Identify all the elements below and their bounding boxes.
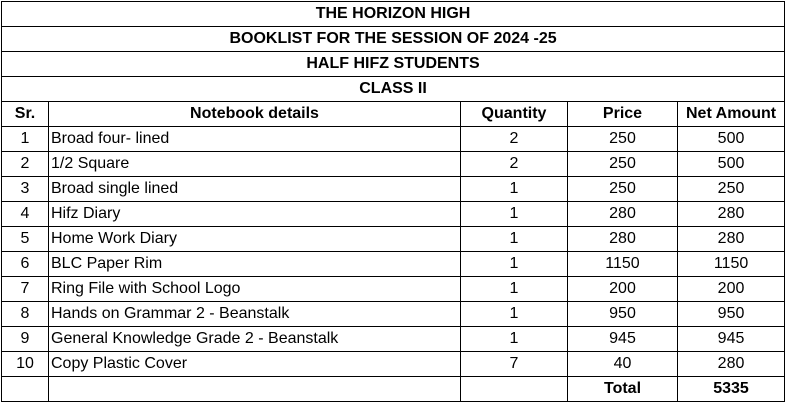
total-value: 5335 <box>678 377 785 402</box>
column-header-row <box>2 102 785 127</box>
cell-quantity: 1 <box>461 327 568 352</box>
cell-price: 950 <box>568 302 678 327</box>
table-row <box>2 177 785 202</box>
cell-quantity: 1 <box>461 277 568 302</box>
total-row <box>2 377 785 402</box>
cell-net-amount: 945 <box>678 327 785 352</box>
cell-quantity: 1 <box>461 202 568 227</box>
cell-quantity: 1 <box>461 302 568 327</box>
table-row <box>2 202 785 227</box>
cell-details: Ring File with School Logo <box>49 277 461 302</box>
cell-sr: 8 <box>2 302 49 327</box>
cell-price: 250 <box>568 177 678 202</box>
school-name-row <box>2 2 785 27</box>
col-header-quantity: Quantity <box>461 102 568 127</box>
cell-price: 1150 <box>568 252 678 277</box>
booklist-title: BOOKLIST FOR THE SESSION OF 2024 -25 <box>2 27 785 52</box>
cell-net-amount: 1150 <box>678 252 785 277</box>
total-empty-quantity <box>461 377 568 402</box>
total-label: Total <box>568 377 678 402</box>
cell-price: 250 <box>568 127 678 152</box>
cell-details: Broad four- lined <box>49 127 461 152</box>
cell-details: Home Work Diary <box>49 227 461 252</box>
total-empty-details <box>49 377 461 402</box>
cell-sr: 7 <box>2 277 49 302</box>
cell-sr: 10 <box>2 352 49 377</box>
cell-sr: 2 <box>2 152 49 177</box>
cell-details: Hands on Grammar 2 - Beanstalk <box>49 302 461 327</box>
booklist-table <box>1 1 785 402</box>
cell-quantity: 1 <box>461 177 568 202</box>
table-row <box>2 127 785 152</box>
table-row <box>2 327 785 352</box>
cell-price: 280 <box>568 202 678 227</box>
cell-sr: 9 <box>2 327 49 352</box>
cell-details: 1/2 Square <box>49 152 461 177</box>
cell-net-amount: 500 <box>678 127 785 152</box>
cell-sr: 1 <box>2 127 49 152</box>
table-row <box>2 227 785 252</box>
total-empty-sr <box>2 377 49 402</box>
cell-price: 280 <box>568 227 678 252</box>
cell-quantity: 2 <box>461 127 568 152</box>
table-row <box>2 252 785 277</box>
cell-details: BLC Paper Rim <box>49 252 461 277</box>
cell-quantity: 2 <box>461 152 568 177</box>
cell-details: General Knowledge Grade 2 - Beanstalk <box>49 327 461 352</box>
table-row <box>2 277 785 302</box>
cell-sr: 3 <box>2 177 49 202</box>
student-group: HALF HIFZ STUDENTS <box>2 52 785 77</box>
cell-details: Broad single lined <box>49 177 461 202</box>
col-header-details: Notebook details <box>49 102 461 127</box>
cell-quantity: 1 <box>461 227 568 252</box>
cell-price: 250 <box>568 152 678 177</box>
table-row <box>2 352 785 377</box>
cell-details: Copy Plastic Cover <box>49 352 461 377</box>
cell-quantity: 7 <box>461 352 568 377</box>
booklist-title-row <box>2 27 785 52</box>
school-name: THE HORIZON HIGH <box>2 2 785 27</box>
table-row <box>2 152 785 177</box>
cell-sr: 4 <box>2 202 49 227</box>
cell-sr: 5 <box>2 227 49 252</box>
col-header-price: Price <box>568 102 678 127</box>
class-label: CLASS II <box>2 77 785 102</box>
class-row <box>2 77 785 102</box>
cell-price: 40 <box>568 352 678 377</box>
cell-net-amount: 250 <box>678 177 785 202</box>
col-header-sr: Sr. <box>2 102 49 127</box>
cell-net-amount: 280 <box>678 227 785 252</box>
table-row <box>2 302 785 327</box>
cell-net-amount: 280 <box>678 202 785 227</box>
cell-sr: 6 <box>2 252 49 277</box>
cell-details: Hifz Diary <box>49 202 461 227</box>
cell-net-amount: 500 <box>678 152 785 177</box>
cell-quantity: 1 <box>461 252 568 277</box>
cell-net-amount: 200 <box>678 277 785 302</box>
cell-net-amount: 950 <box>678 302 785 327</box>
student-group-row <box>2 52 785 77</box>
cell-price: 200 <box>568 277 678 302</box>
col-header-net-amount: Net Amount <box>678 102 785 127</box>
cell-price: 945 <box>568 327 678 352</box>
cell-net-amount: 280 <box>678 352 785 377</box>
